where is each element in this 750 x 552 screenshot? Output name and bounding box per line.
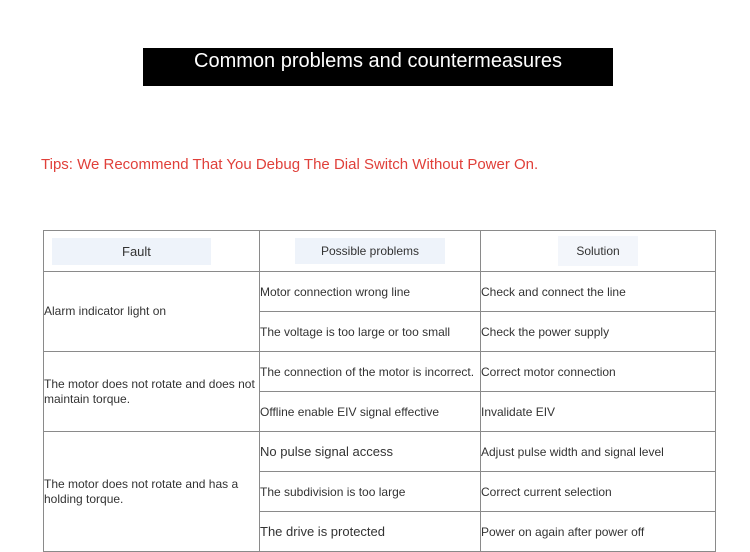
solution-cell: Check the power supply xyxy=(481,312,716,352)
solution-cell: Correct motor connection xyxy=(481,352,716,392)
solution-cell: Invalidate EIV xyxy=(481,392,716,432)
problem-cell: The subdivision is too large xyxy=(260,472,481,512)
header-possible-problems: Possible problems xyxy=(260,231,481,272)
header-solution: Solution xyxy=(481,231,716,272)
solution-cell: Adjust pulse width and signal level xyxy=(481,432,716,472)
fault-cell: Alarm indicator light on xyxy=(44,272,260,352)
solution-cell: Check and connect the line xyxy=(481,272,716,312)
problem-cell: No pulse signal access xyxy=(260,432,481,472)
problem-cell: Offline enable EIV signal effective xyxy=(260,392,481,432)
fault-cell: The motor does not rotate and does not maintain torque. xyxy=(44,352,260,432)
solution-cell: Correct current selection xyxy=(481,472,716,512)
tips-text: Tips: We Recommend That You Debug The Dial Switch Without Power On. xyxy=(41,156,539,173)
table-row xyxy=(44,272,716,312)
solution-cell: Power on again after power off xyxy=(481,512,716,552)
problem-cell: The connection of the motor is incorrect. xyxy=(260,352,481,392)
problem-cell: Motor connection wrong line xyxy=(260,272,481,312)
header-fault: Fault xyxy=(44,231,260,272)
table-header-row xyxy=(44,231,716,272)
page-title: Common problems and countermeasures xyxy=(143,48,613,86)
fault-cell: The motor does not rotate and has a holding torque. xyxy=(44,432,260,552)
problem-cell: The voltage is too large or too small xyxy=(260,312,481,352)
table-row xyxy=(44,352,716,392)
fault-table xyxy=(43,230,716,552)
problem-cell: The drive is protected xyxy=(260,512,481,552)
table-row xyxy=(44,432,716,472)
